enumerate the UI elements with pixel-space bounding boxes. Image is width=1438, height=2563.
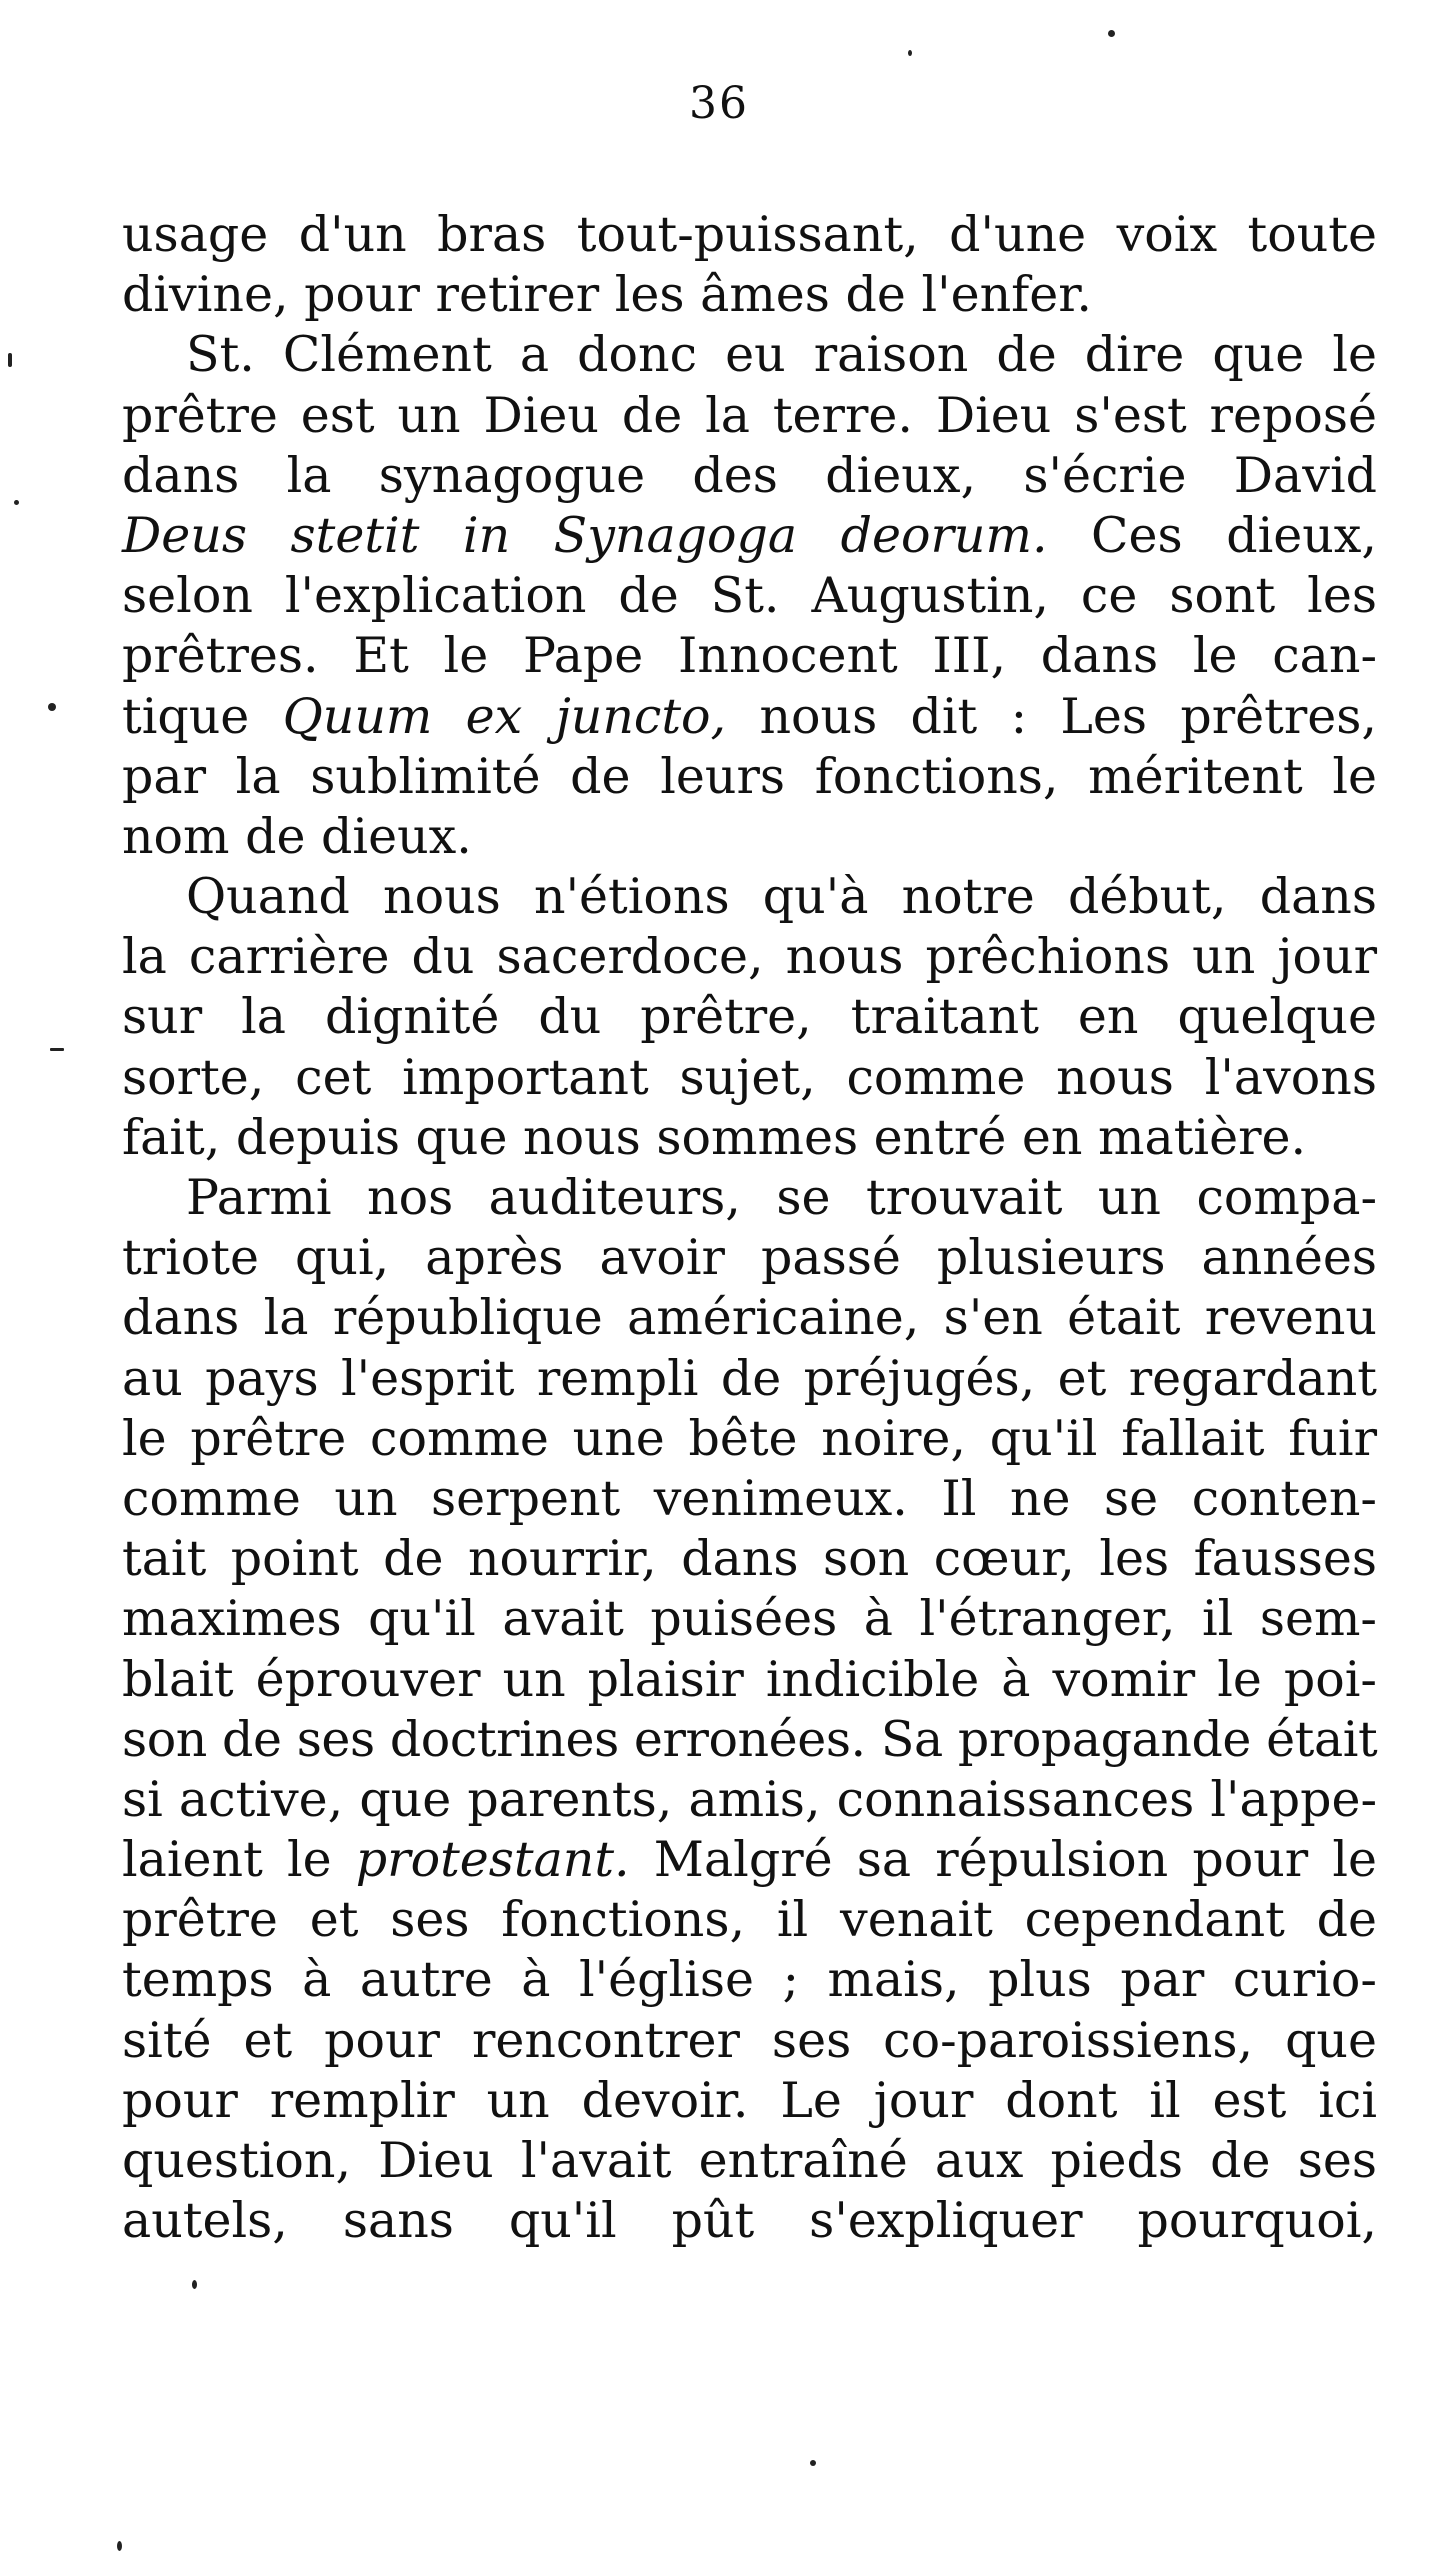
- text-segment: usage d'un bras tout-puissant, d'une voix toute: [122, 206, 1377, 263]
- text-line: [122, 1770, 1377, 1830]
- scan-speck: [908, 50, 912, 56]
- text-line: [122, 205, 1377, 265]
- text-line: [122, 687, 1377, 747]
- scan-speck: [192, 2280, 197, 2289]
- scan-speck: [14, 500, 19, 505]
- text-segment: blait éprouver un plaisir indicible à vomir le poi-: [122, 1650, 1377, 1708]
- page-number: 36: [689, 78, 749, 129]
- text-segment: nous dit : Les prêtres,: [726, 687, 1377, 745]
- text-segment: dans la république américaine, s'en était revenu: [122, 1289, 1377, 1347]
- italic-text: Deus stetit in Synagoga deorum.: [122, 506, 1048, 564]
- text-segment: comme un serpent venimeux. Il ne se conten-: [122, 1469, 1377, 1527]
- text-line: [122, 1830, 1377, 1890]
- text-segment: sité et pour rencontrer ses co-paroissiens, que: [122, 2011, 1377, 2069]
- text-segment: temps à autre à l'église ; mais, plus par curio-: [122, 1951, 1377, 2009]
- text-line: [122, 1108, 1377, 1168]
- italic-text: Quum ex juncto,: [282, 687, 727, 745]
- text-line: [122, 1950, 1377, 2010]
- text-segment: fait, depuis que nous sommes entré en matière.: [122, 1108, 1307, 1166]
- text-line: [122, 747, 1377, 807]
- text-line: [122, 1469, 1377, 1529]
- text-line: [122, 325, 1377, 385]
- text-line: [122, 1168, 1377, 1228]
- text-line: [122, 867, 1377, 927]
- text-segment: tique: [122, 687, 283, 745]
- text-segment: prêtre et ses fonctions, il venait cependant de: [122, 1891, 1377, 1949]
- text-segment: par la sublimité de leurs fonctions, méritent le: [122, 747, 1377, 805]
- text-line: [122, 2071, 1377, 2131]
- text-line: [122, 1589, 1377, 1649]
- scan-speck: [50, 1048, 64, 1051]
- text-segment: tait point de nourrir, dans son cœur, les fausses: [122, 1530, 1377, 1588]
- text-segment: si active, que parents, amis, connaissances l'appe-: [122, 1770, 1377, 1828]
- text-line: [122, 386, 1377, 446]
- text-line: [122, 1409, 1377, 1469]
- scan-speck: [48, 703, 56, 711]
- text-line: [122, 1228, 1377, 1288]
- text-segment: selon l'explication de St. Augustin, ce sont les: [122, 567, 1377, 625]
- text-line: [122, 1890, 1377, 1950]
- text-line: [122, 566, 1377, 626]
- text-segment: Malgré sa répulsion pour le: [629, 1831, 1378, 1889]
- text-line: [122, 626, 1377, 686]
- text-segment: laient le: [122, 1831, 356, 1889]
- text-segment: Ces dieux,: [1047, 506, 1378, 564]
- text-line: [122, 2191, 1377, 2251]
- text-segment: autels, sans qu'il pût s'expliquer pourquoi,: [122, 2192, 1377, 2250]
- text-segment: maximes qu'il avait puisées à l'étranger, il sem-: [122, 1590, 1377, 1648]
- italic-text: protestant.: [355, 1831, 630, 1889]
- scan-speck: [1108, 30, 1115, 37]
- text-segment: la carrière du sacerdoce, nous prêchions un jour: [122, 928, 1377, 986]
- text-line: [122, 1650, 1377, 1710]
- text-segment: divine, pour retirer les âmes de l'enfer.: [122, 266, 1092, 324]
- body-text: [122, 205, 1377, 2251]
- text-line: [122, 1288, 1377, 1348]
- text-segment: question, Dieu l'avait entraîné aux pieds de ses: [122, 2132, 1377, 2189]
- text-segment: St. Clément a donc eu raison de dire que le: [186, 326, 1377, 384]
- text-segment: Quand nous n'étions qu'à notre début, dans: [186, 868, 1377, 926]
- text-segment: dans la synagogue des dieux, s'écrie David: [122, 446, 1377, 504]
- scan-speck: [810, 2460, 816, 2466]
- text-segment: sorte, cet important sujet, comme nous l'avons: [122, 1048, 1377, 1106]
- text-line: [122, 506, 1377, 566]
- text-segment: prêtre est un Dieu de la terre. Dieu s'est reposé: [122, 386, 1377, 444]
- text-segment: sur la dignité du prêtre, traitant en quelque: [122, 988, 1377, 1046]
- text-line: [122, 927, 1377, 987]
- text-segment: triote qui, après avoir passé plusieurs années: [122, 1229, 1377, 1287]
- text-line: [122, 1710, 1377, 1770]
- scan-speck: [117, 2541, 122, 2551]
- text-line: [122, 987, 1377, 1047]
- text-segment: le prêtre comme une bête noire, qu'il fallait fuir: [122, 1409, 1377, 1467]
- text-line: [122, 446, 1377, 506]
- text-segment: prêtres. Et le Pape Innocent III, dans le can-: [122, 627, 1377, 685]
- text-line: [122, 2011, 1377, 2071]
- text-line: [122, 1048, 1377, 1108]
- text-segment: pour remplir un devoir. Le jour dont il est ici: [122, 2071, 1377, 2129]
- scan-speck: [8, 353, 12, 367]
- text-segment: au pays l'esprit rempli de préjugés, et regardant: [122, 1349, 1377, 1407]
- text-segment: Parmi nos auditeurs, se trouvait un compa-: [186, 1169, 1377, 1226]
- text-segment: son de ses doctrines erronées. Sa propagande était: [122, 1710, 1378, 1768]
- text-line: [122, 1349, 1377, 1409]
- text-line: [122, 807, 1377, 867]
- text-line: [122, 1529, 1377, 1589]
- text-line: [122, 2131, 1377, 2191]
- text-segment: nom de dieux.: [122, 807, 472, 865]
- text-line: [122, 265, 1377, 325]
